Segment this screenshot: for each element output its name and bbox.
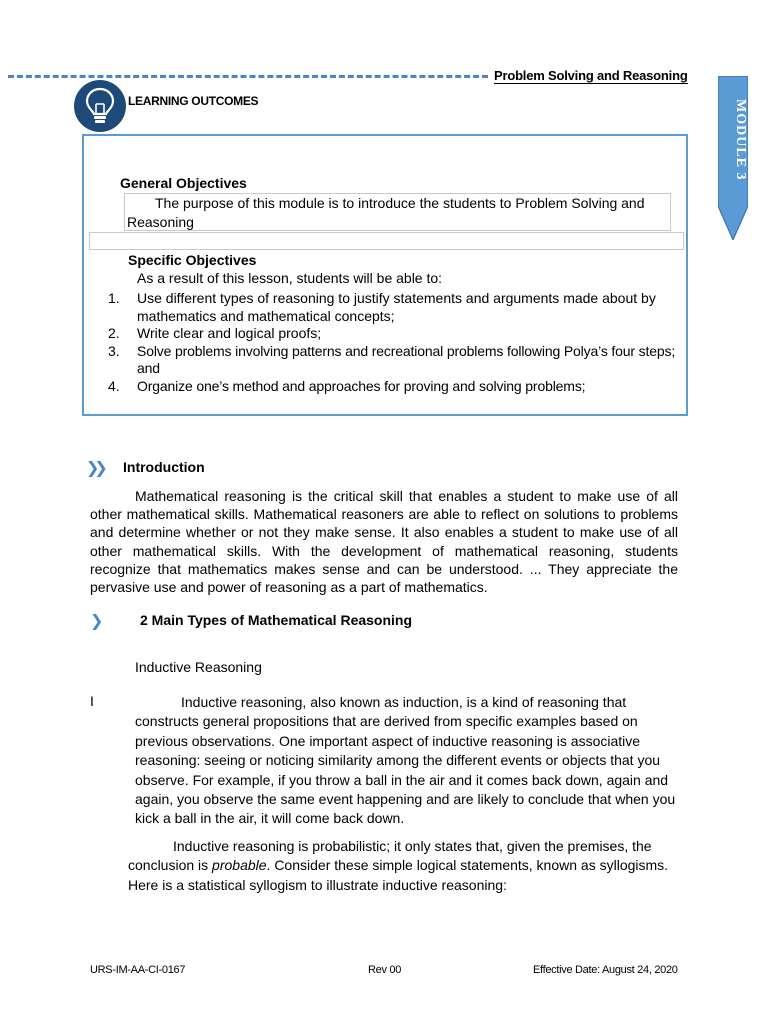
inductive-reasoning-heading: Inductive Reasoning	[135, 659, 262, 675]
para2-text-after: . Consider these simple logical statements, known as syllogisms. Here is a statistical syllogism to illustrate inductive reasoning:	[128, 857, 669, 893]
objectives-divider-bar	[89, 232, 684, 250]
reasoning-types-heading: 2 Main Types of Mathematical Reasoning	[140, 612, 413, 628]
objective-text: Use different types of reasoning to justify statements and arguments made about by mathematics and mathematical concepts;	[137, 290, 656, 324]
para2-text-before: Inductive reasoning is probabilistic; it only states that, given the premises, the conclusion is	[128, 838, 652, 874]
footer-effective-date: Effective Date: August 24, 2020	[533, 964, 678, 976]
general-objectives-heading: General Objectives	[120, 175, 247, 191]
objective-item	[108, 290, 686, 325]
footer-revision: Rev 00	[368, 964, 402, 976]
objective-number: 2.	[108, 325, 120, 341]
general-objectives-text: The purpose of this module is to introduce the students to Problem Solving and Reasoning	[127, 195, 645, 230]
objective-item	[108, 378, 686, 396]
objective-text: Solve problems involving patterns and recreational problems following Polya’s four steps; and	[137, 342, 676, 376]
chevron-right-icon: ❯	[90, 613, 104, 630]
header-dashed-rule	[8, 75, 488, 78]
introduction-paragraph: Mathematical reasoning is the critical skill that enables a student to make use of all other mathematical skills. Mathematical reasoners are able to reflect on solutions to problems and determine whether or not they make sense. It also enables a student to make use of all other mathematical skills. With the development of mathematical reasoning, students recognize that mathematics makes sense and can be understood. ... They appreciate the pervasive use and power of reasoning as a part of mathematics.	[90, 488, 678, 596]
specific-objectives-list	[108, 290, 686, 395]
objective-number: 1.	[108, 290, 120, 306]
inductive-paragraph-2	[128, 837, 673, 895]
stray-cursor-mark: I	[90, 693, 94, 709]
introduction-heading: Introduction	[123, 459, 205, 475]
module-ribbon-label: MODULE 3	[733, 99, 748, 181]
objective-text: Organize one’s method and approaches for proving and solving problems;	[137, 377, 586, 394]
objective-item	[108, 343, 686, 378]
objective-item	[108, 325, 686, 343]
objective-number: 4.	[108, 377, 120, 394]
footer-doc-code: URS-IM-AA-CI-0167	[90, 964, 186, 976]
objective-number: 3.	[108, 342, 120, 359]
para2-italic-word: probable	[212, 857, 267, 874]
objective-text: Write clear and logical proofs;	[137, 325, 322, 341]
inductive-paragraph-1: Inductive reasoning, also known as induction, is a kind of reasoning that constructs general propositions that are derived from specific examples based on previous observations. One important aspect of inductive reasoning is associative reasoning: seeing or noticing similarity among the different events or objects that you observe. For example, if you throw a ball in the air and it comes back down, again and again, you observe the same event happening and are likely to conclude that when you kick a ball in the air, it will come back down.	[135, 694, 676, 827]
specific-objectives-heading: Specific Objectives	[128, 252, 257, 268]
page-header-title: Problem Solving and Reasoning	[494, 68, 688, 83]
learning-outcomes-label: LEARNING OUTCOMES	[128, 94, 259, 108]
lightbulb-icon	[83, 86, 117, 126]
lightbulb-badge	[74, 80, 126, 132]
double-chevron-right-icon: ❯❯	[86, 460, 103, 477]
specific-objectives-lead: As a result of this lesson, students will be able to:	[137, 270, 443, 286]
